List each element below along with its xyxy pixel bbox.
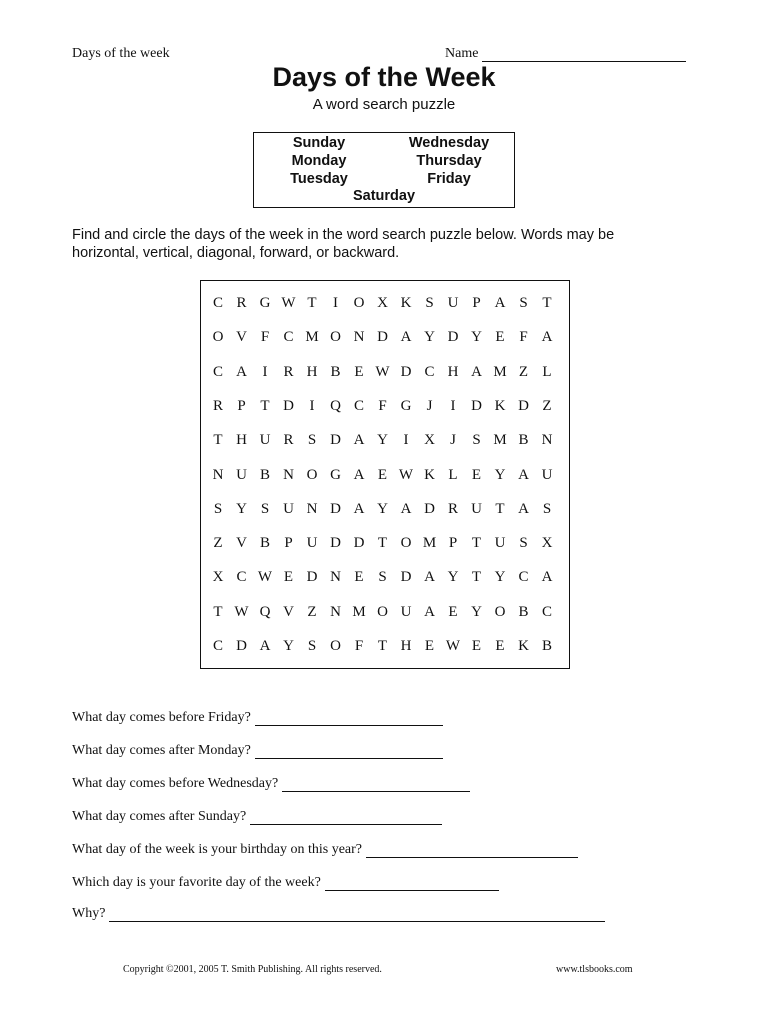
- word-list-item: Wednesday: [408, 135, 490, 151]
- word-list-item: Sunday: [292, 135, 346, 151]
- grid-row: [201, 638, 569, 658]
- grid-letter[interactable]: E: [448, 603, 458, 620]
- grid-letter[interactable]: D: [353, 535, 365, 552]
- answer-line[interactable]: [255, 744, 443, 759]
- grid-letter[interactable]: Y: [377, 500, 388, 517]
- grid-letter[interactable]: B: [518, 603, 529, 620]
- question-text: Which day is your favorite day of the week?: [72, 875, 321, 890]
- word-list-item: Saturday: [352, 188, 416, 204]
- grid-letter[interactable]: S: [307, 638, 317, 654]
- grid-letter[interactable]: O: [377, 603, 388, 620]
- grid-letter[interactable]: X: [424, 432, 435, 449]
- grid-letter[interactable]: F: [519, 329, 528, 346]
- grid-letter[interactable]: Y: [377, 432, 388, 449]
- grid-letter[interactable]: F: [378, 397, 387, 414]
- word-search-grid: [200, 280, 570, 669]
- answer-line[interactable]: [366, 843, 578, 858]
- grid-letter[interactable]: S: [213, 500, 223, 517]
- grid-letter[interactable]: C: [353, 397, 364, 414]
- grid-row: [201, 398, 569, 418]
- grid-letter[interactable]: O: [353, 295, 365, 311]
- grid-letter[interactable]: E: [495, 329, 505, 346]
- grid-letter[interactable]: B: [259, 466, 270, 483]
- grid-letter[interactable]: M: [352, 603, 366, 620]
- grid-letter[interactable]: K: [494, 397, 506, 414]
- page-title: Days of the Week: [272, 62, 496, 92]
- grid-letter[interactable]: F: [260, 329, 270, 346]
- grid-letter[interactable]: Z: [307, 603, 317, 620]
- grid-letter[interactable]: J: [426, 397, 433, 414]
- grid-letter[interactable]: A: [400, 500, 412, 517]
- grid-letter[interactable]: S: [519, 535, 528, 552]
- question-text: What day comes before Friday?: [72, 710, 251, 725]
- grid-letter[interactable]: A: [424, 569, 435, 586]
- grid-letter[interactable]: K: [424, 466, 435, 483]
- grid-letter[interactable]: E: [354, 363, 364, 380]
- grid-letter[interactable]: B: [541, 638, 552, 654]
- grid-letter[interactable]: E: [377, 466, 388, 483]
- grid-row: [201, 329, 569, 349]
- question-item: [72, 809, 442, 825]
- grid-letter[interactable]: E: [471, 638, 482, 654]
- grid-letter[interactable]: D: [471, 397, 482, 414]
- grid-letter[interactable]: U: [306, 535, 318, 552]
- grid-letter[interactable]: M: [493, 363, 507, 380]
- grid-letter[interactable]: Y: [447, 569, 459, 586]
- grid-letter[interactable]: X: [377, 295, 388, 311]
- grid-letter[interactable]: M: [305, 329, 319, 346]
- grid-letter[interactable]: R: [212, 397, 223, 414]
- question-text: What day comes after Monday?: [72, 743, 251, 758]
- grid-letter[interactable]: U: [541, 466, 553, 483]
- question-text: Why?: [72, 906, 106, 921]
- grid-letter[interactable]: A: [259, 638, 271, 654]
- grid-letter[interactable]: X: [212, 569, 224, 586]
- grid-letter[interactable]: U: [494, 535, 506, 552]
- grid-letter[interactable]: U: [400, 603, 412, 620]
- grid-letter[interactable]: I: [262, 363, 268, 380]
- grid-letter[interactable]: R: [283, 432, 294, 449]
- grid-letter[interactable]: D: [400, 363, 412, 380]
- question-text: What day of the week is your birthday on this year?: [72, 842, 363, 857]
- grid-letter[interactable]: C: [424, 363, 435, 380]
- grid-letter[interactable]: A: [518, 500, 529, 517]
- grid-letter[interactable]: L: [542, 363, 552, 380]
- grid-letter[interactable]: K: [518, 638, 529, 654]
- grid-letter[interactable]: Y: [494, 569, 506, 586]
- grid-letter[interactable]: V: [283, 603, 294, 620]
- grid-letter[interactable]: C: [283, 329, 294, 346]
- answer-line[interactable]: [282, 777, 470, 792]
- grid-letter[interactable]: N: [330, 569, 341, 586]
- grid-letter[interactable]: J: [450, 432, 456, 449]
- grid-letter[interactable]: E: [354, 569, 364, 586]
- answer-line[interactable]: [255, 711, 443, 726]
- grid-letter[interactable]: T: [495, 500, 505, 517]
- grid-letter[interactable]: V: [236, 535, 247, 552]
- name-field: [445, 46, 686, 62]
- grid-letter[interactable]: W: [257, 569, 273, 586]
- grid-letter[interactable]: N: [353, 329, 365, 346]
- website-link: www.tlsbooks.com: [556, 964, 633, 975]
- grid-letter[interactable]: R: [447, 500, 458, 517]
- grid-letter[interactable]: W: [398, 466, 414, 483]
- grid-letter[interactable]: O: [400, 535, 412, 552]
- grid-letter[interactable]: W: [281, 295, 296, 311]
- grid-letter[interactable]: U: [283, 500, 294, 517]
- grid-letter[interactable]: A: [541, 569, 553, 586]
- grid-letter[interactable]: A: [424, 603, 435, 620]
- copyright-notice: Copyright ©2001, 2005 T. Smith Publishing. All rights reserved.: [123, 964, 382, 975]
- grid-letter[interactable]: G: [330, 466, 341, 483]
- grid-letter[interactable]: T: [260, 397, 270, 414]
- grid-letter[interactable]: A: [518, 466, 529, 483]
- grid-letter[interactable]: H: [447, 363, 459, 380]
- grid-letter[interactable]: N: [212, 466, 224, 483]
- grid-letter[interactable]: R: [236, 295, 247, 311]
- grid-letter[interactable]: C: [236, 569, 247, 586]
- grid-letter[interactable]: E: [424, 638, 435, 654]
- grid-letter[interactable]: D: [400, 569, 412, 586]
- question-item: [72, 776, 470, 792]
- grid-letter[interactable]: Y: [424, 329, 435, 346]
- grid-letter[interactable]: A: [541, 329, 553, 346]
- grid-letter[interactable]: N: [306, 500, 318, 517]
- word-list-box: [253, 132, 515, 208]
- answer-line[interactable]: [325, 876, 499, 891]
- grid-letter[interactable]: P: [284, 535, 293, 552]
- question-item: [72, 906, 605, 922]
- grid-row: [201, 535, 569, 555]
- grid-letter[interactable]: O: [494, 603, 506, 620]
- grid-letter[interactable]: R: [283, 363, 294, 380]
- grid-letter[interactable]: Z: [542, 397, 552, 414]
- grid-letter[interactable]: T: [471, 569, 482, 586]
- grid-letter[interactable]: C: [212, 295, 223, 311]
- grid-letter[interactable]: T: [213, 432, 223, 449]
- grid-letter[interactable]: N: [283, 466, 294, 483]
- grid-letter[interactable]: A: [353, 466, 365, 483]
- grid-letter[interactable]: Y: [283, 638, 294, 654]
- grid-row: [201, 295, 569, 315]
- grid-letter[interactable]: T: [471, 535, 482, 552]
- answer-line[interactable]: [250, 810, 442, 825]
- grid-row: [201, 432, 569, 452]
- grid-letter[interactable]: O: [330, 329, 341, 346]
- grid-letter[interactable]: Z: [213, 535, 223, 552]
- grid-letter[interactable]: Y: [471, 603, 482, 620]
- word-list-item: Monday: [291, 153, 347, 169]
- question-text: What day comes after Sunday?: [72, 809, 247, 824]
- grid-letter[interactable]: I: [450, 397, 456, 414]
- grid-letter[interactable]: F: [354, 638, 364, 654]
- grid-letter[interactable]: E: [283, 569, 294, 586]
- grid-letter[interactable]: T: [542, 295, 552, 311]
- word-list-item: Thursday: [416, 153, 482, 169]
- grid-letter[interactable]: E: [471, 466, 482, 483]
- grid-letter[interactable]: S: [378, 569, 387, 586]
- grid-letter[interactable]: Q: [330, 397, 341, 414]
- grid-letter[interactable]: A: [353, 432, 365, 449]
- grid-letter[interactable]: S: [472, 432, 481, 449]
- grid-row: [201, 501, 569, 521]
- grid-letter[interactable]: T: [213, 603, 223, 620]
- grid-letter[interactable]: K: [400, 295, 412, 311]
- grid-letter[interactable]: D: [377, 329, 388, 346]
- grid-letter[interactable]: W: [445, 638, 461, 654]
- grid-letter[interactable]: I: [403, 432, 409, 449]
- grid-letter[interactable]: P: [448, 535, 458, 552]
- grid-letter[interactable]: Y: [471, 329, 482, 346]
- grid-letter[interactable]: X: [541, 535, 553, 552]
- grid-row: [201, 569, 569, 589]
- grid-row: [201, 467, 569, 487]
- grid-letter[interactable]: H: [236, 432, 247, 449]
- grid-letter[interactable]: M: [422, 535, 437, 552]
- name-label: Name: [445, 46, 479, 61]
- grid-letter[interactable]: L: [448, 466, 458, 483]
- grid-letter[interactable]: G: [400, 397, 412, 414]
- grid-letter[interactable]: D: [424, 500, 435, 517]
- grid-letter[interactable]: G: [259, 295, 271, 311]
- word-list-item: Tuesday: [290, 171, 348, 187]
- grid-letter[interactable]: A: [494, 295, 506, 311]
- grid-letter[interactable]: U: [259, 432, 271, 449]
- grid-letter[interactable]: H: [306, 363, 318, 380]
- grid-letter[interactable]: P: [472, 295, 481, 311]
- grid-letter[interactable]: V: [236, 329, 247, 346]
- instructions-text: Find and circle the days of the week in the word search puzzle below. Words may be horizontal, vertical, diagonal, forward, or backward.: [72, 227, 615, 261]
- grid-letter[interactable]: T: [377, 638, 388, 654]
- grid-letter[interactable]: S: [425, 295, 434, 311]
- grid-letter[interactable]: C: [212, 638, 223, 654]
- grid-letter[interactable]: A: [471, 363, 482, 380]
- grid-letter[interactable]: Y: [494, 466, 506, 483]
- grid-letter[interactable]: W: [234, 603, 249, 620]
- question-item: [72, 743, 443, 759]
- grid-letter[interactable]: N: [541, 432, 553, 449]
- grid-letter[interactable]: C: [518, 569, 529, 586]
- grid-letter[interactable]: H: [400, 638, 412, 654]
- question-item: [72, 842, 578, 858]
- word-list-item: Friday: [427, 171, 471, 187]
- question-text: What day comes before Wednesday?: [72, 776, 279, 791]
- grid-letter[interactable]: D: [236, 638, 247, 654]
- grid-letter[interactable]: A: [236, 363, 247, 380]
- grid-letter[interactable]: Q: [259, 603, 271, 620]
- grid-letter[interactable]: W: [375, 363, 390, 380]
- grid-letter[interactable]: U: [447, 295, 459, 311]
- grid-letter[interactable]: A: [400, 329, 412, 346]
- grid-letter[interactable]: U: [471, 500, 482, 517]
- question-item: [72, 710, 443, 726]
- grid-letter[interactable]: A: [353, 500, 365, 517]
- grid-letter[interactable]: S: [307, 432, 317, 449]
- answer-line[interactable]: [109, 907, 605, 922]
- grid-letter[interactable]: D: [330, 500, 341, 517]
- grid-letter[interactable]: O: [212, 329, 224, 346]
- grid-letter[interactable]: S: [542, 500, 552, 517]
- grid-letter[interactable]: D: [330, 432, 341, 449]
- grid-letter[interactable]: D: [306, 569, 318, 586]
- grid-letter[interactable]: E: [495, 638, 505, 654]
- worksheet-topic-label: Days of the week: [72, 46, 170, 61]
- grid-letter[interactable]: Z: [518, 363, 529, 380]
- grid-letter[interactable]: Y: [236, 500, 247, 517]
- name-blank-line: [482, 47, 686, 62]
- grid-letter[interactable]: C: [212, 363, 223, 380]
- grid-letter[interactable]: O: [330, 638, 341, 654]
- grid-letter[interactable]: I: [333, 295, 338, 311]
- grid-letter[interactable]: D: [283, 397, 294, 414]
- question-item: [72, 875, 499, 891]
- grid-letter[interactable]: P: [237, 397, 246, 414]
- grid-letter[interactable]: D: [330, 535, 341, 552]
- grid-letter[interactable]: D: [447, 329, 459, 346]
- grid-letter[interactable]: T: [307, 295, 317, 311]
- grid-letter[interactable]: S: [519, 295, 528, 311]
- grid-row: [201, 604, 569, 624]
- grid-row: [201, 364, 569, 384]
- grid-letter[interactable]: I: [309, 397, 315, 414]
- grid-letter[interactable]: T: [377, 535, 388, 552]
- grid-letter[interactable]: B: [518, 432, 529, 449]
- grid-letter[interactable]: O: [306, 466, 318, 483]
- grid-letter[interactable]: U: [236, 466, 247, 483]
- grid-letter[interactable]: C: [541, 603, 552, 620]
- grid-letter[interactable]: M: [493, 432, 507, 449]
- grid-letter[interactable]: B: [259, 535, 270, 552]
- grid-letter[interactable]: N: [330, 603, 341, 620]
- grid-letter[interactable]: S: [260, 500, 270, 517]
- grid-letter[interactable]: D: [518, 397, 529, 414]
- grid-letter[interactable]: B: [330, 363, 341, 380]
- page-subtitle: A word search puzzle: [312, 96, 456, 113]
